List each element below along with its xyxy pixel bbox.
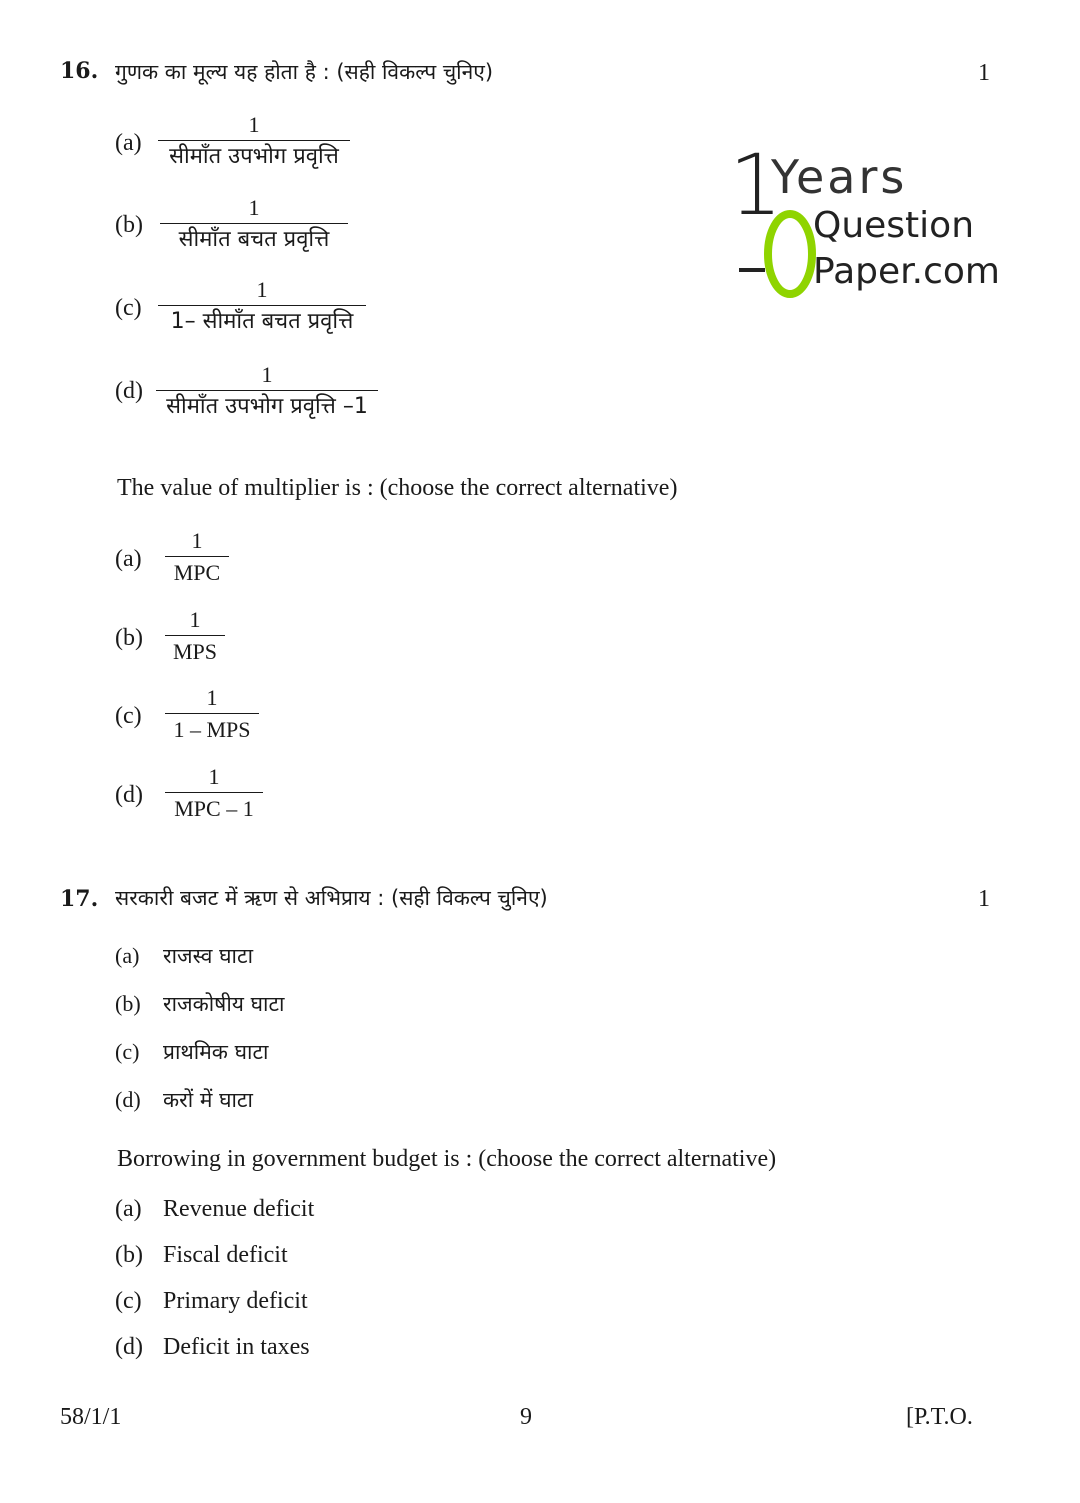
option-label: (c) <box>115 1288 142 1314</box>
option-text: Revenue deficit <box>163 1196 315 1222</box>
option-label: (c) <box>115 1039 140 1064</box>
option-text: राजकोषीय घाटा <box>163 992 285 1016</box>
logo-word-years: Years <box>771 150 908 204</box>
q16-hi-opt-a-label: (a) <box>115 130 142 156</box>
fraction-numerator: 1 <box>208 764 220 789</box>
fraction-bar <box>165 713 259 714</box>
fraction-numerator: 1 <box>191 528 203 553</box>
q17-hi-opt-c <box>115 1038 268 1066</box>
fraction-numerator: 1 <box>256 277 268 302</box>
fraction-denominator: सीमाँत बचत प्रवृत्ति <box>178 227 330 252</box>
option-label: (a) <box>115 1196 142 1222</box>
pto-note: [P.T.O. <box>906 1404 973 1430</box>
fraction-bar <box>160 223 348 224</box>
q16-hi-opt-d-label: (d) <box>115 378 143 404</box>
fraction-denominator: MPC <box>173 560 221 585</box>
fraction-bar <box>158 140 350 141</box>
q17-hi-opt-b <box>115 990 284 1018</box>
option-label: (b) <box>115 1242 143 1268</box>
q16-hi-opt-c-fraction <box>158 277 366 336</box>
option-label: (d) <box>115 1087 141 1112</box>
fraction-bar <box>158 305 366 306</box>
q17-number: 17. <box>60 886 99 912</box>
option-text: राजस्व घाटा <box>163 944 254 968</box>
q16-hindi-question: गुणक का मूल्य यह होता है : (सही विकल्प चुनिए) <box>115 60 494 84</box>
fraction-numerator: 1 <box>261 362 273 387</box>
q16-en-opt-a-label: (a) <box>115 546 142 572</box>
q16-marks: 1 <box>978 60 990 86</box>
q17-hi-opt-a <box>115 942 253 970</box>
fraction-bar <box>165 792 263 793</box>
option-text: करों में घाटा <box>163 1088 253 1112</box>
q16-hi-opt-a-fraction <box>158 112 350 171</box>
fraction-numerator: 1 <box>248 195 260 220</box>
q17-en-opt-b <box>115 1242 288 1269</box>
q17-hindi-question: सरकारी बजट में ऋण से अभिप्राय : (सही विकल्प चुनिए) <box>115 886 548 910</box>
q16-hi-opt-d-fraction <box>156 362 378 421</box>
page-number: 9 <box>520 1404 532 1430</box>
fraction-numerator: 1 <box>248 112 260 137</box>
paper-code: 58/1/1 <box>60 1404 122 1430</box>
logo-word-question: Question <box>813 205 975 246</box>
site-logo <box>729 136 1005 310</box>
fraction-denominator: 1 – MPS <box>173 717 251 742</box>
logo-word-paper: Paper.com <box>813 251 1000 292</box>
q16-en-opt-b-fraction <box>165 607 225 666</box>
fraction-bar <box>156 390 378 391</box>
q16-english-question: The value of multiplier is : (choose the correct alternative) <box>117 475 678 501</box>
logo-digit-one: 1 <box>729 136 783 234</box>
q16-en-opt-d-label: (d) <box>115 782 143 808</box>
option-text: Primary deficit <box>163 1288 308 1314</box>
q16-en-opt-a-fraction <box>165 528 229 587</box>
q16-hi-opt-b-fraction <box>160 195 348 254</box>
q17-en-opt-c <box>115 1288 308 1315</box>
q16-en-opt-c-label: (c) <box>115 703 142 729</box>
option-label: (d) <box>115 1334 143 1360</box>
fraction-denominator: MPC – 1 <box>174 796 254 821</box>
q17-en-opt-d <box>115 1334 310 1361</box>
option-label: (a) <box>115 943 140 968</box>
option-text: Fiscal deficit <box>163 1242 288 1268</box>
fraction-denominator: 1– सीमाँत बचत प्रवृत्ति <box>170 309 354 334</box>
q16-en-opt-b-label: (b) <box>115 625 143 651</box>
q16-hi-opt-b-label: (b) <box>115 212 143 238</box>
q17-english-question: Borrowing in government budget is : (choose the correct alternative) <box>117 1146 777 1172</box>
fraction-bar <box>165 635 225 636</box>
fraction-numerator: 1 <box>189 607 201 632</box>
option-text: प्राथमिक घाटा <box>163 1040 269 1064</box>
fraction-numerator: 1 <box>206 685 218 710</box>
fraction-denominator: सीमाँत उपभोग प्रवृत्ति –1 <box>166 394 368 419</box>
q16-number: 16. <box>60 58 99 84</box>
q17-marks: 1 <box>978 886 990 912</box>
q16-en-opt-d-fraction <box>165 764 263 823</box>
q17-en-opt-a <box>115 1196 314 1223</box>
fraction-bar <box>165 556 229 557</box>
q17-hi-opt-d <box>115 1086 253 1114</box>
fraction-denominator: MPS <box>172 639 218 664</box>
option-text: Deficit in taxes <box>163 1334 310 1360</box>
q16-hi-opt-c-label: (c) <box>115 295 142 321</box>
option-label: (b) <box>115 991 141 1016</box>
fraction-denominator: सीमाँत उपभोग प्रवृत्ति <box>169 144 339 169</box>
q16-en-opt-c-fraction <box>165 685 259 744</box>
